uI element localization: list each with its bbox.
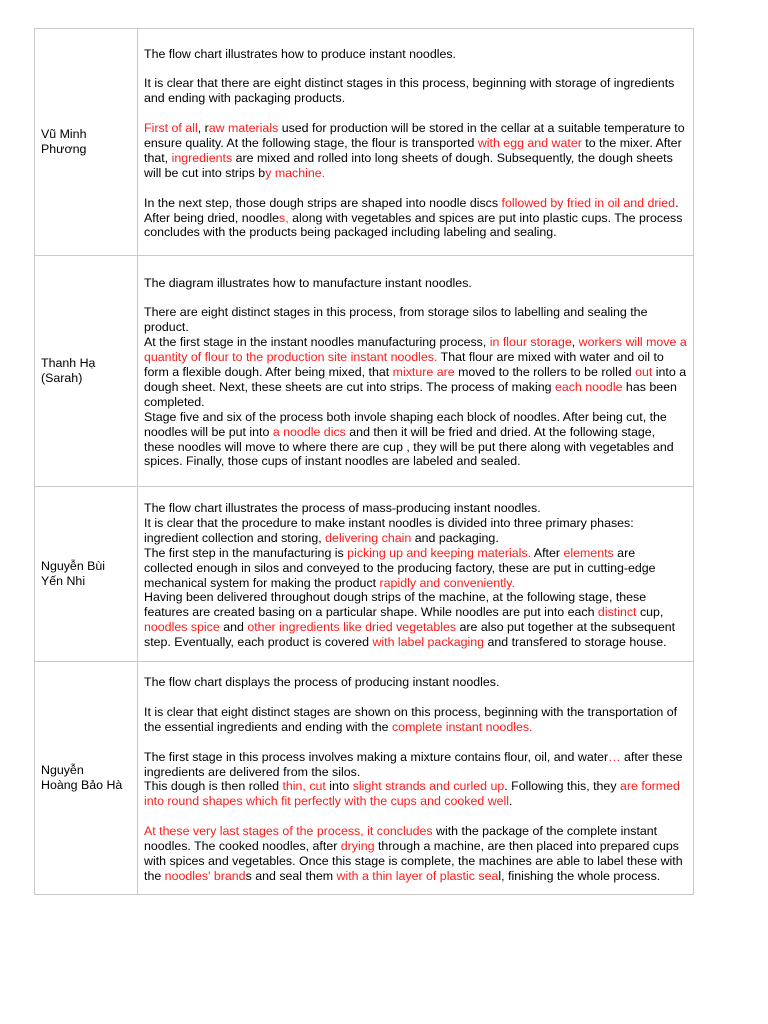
highlighted-text: complete instant noodles. bbox=[391, 719, 533, 734]
essay-paragraph bbox=[144, 501, 687, 516]
essay-paragraph bbox=[144, 121, 687, 181]
essay-text: . Following this, they bbox=[504, 779, 620, 794]
essay-text: The flow chart illustrates how to produce instant noodles. bbox=[144, 46, 456, 61]
highlighted-text: delivering chain bbox=[325, 530, 412, 545]
highlighted-text: noodles' brand bbox=[164, 868, 246, 883]
essay-text: Stage five and six of the process both invole shaping each block of noodles. After being cut, the noodles will be put into bbox=[144, 409, 667, 439]
table-row bbox=[35, 487, 694, 662]
student-name-line: Phương bbox=[41, 142, 87, 156]
highlighted-text: distinct bbox=[597, 605, 637, 620]
essay-paragraph bbox=[144, 410, 687, 470]
highlighted-text: picking up and keeping materials. bbox=[347, 545, 532, 560]
essay-paragraph bbox=[144, 546, 687, 591]
essay-text: The first step in the manufacturing is bbox=[144, 545, 348, 560]
highlighted-text: noodles spice bbox=[144, 620, 220, 635]
student-name-cell bbox=[35, 256, 138, 487]
highlighted-text: thin, cut bbox=[282, 779, 326, 794]
highlighted-text: workers will move a quantity of flour to the production site instant noodles. bbox=[144, 335, 687, 365]
essay-text: The flow chart illustrates the process of mass-producing instant noodles. bbox=[144, 500, 541, 515]
student-name-line: Thanh Hạ bbox=[41, 356, 96, 370]
essay-text: . After being dried, noodle bbox=[144, 195, 679, 225]
table-row bbox=[35, 29, 694, 256]
essay-paragraph bbox=[144, 47, 687, 62]
essay-paragraph bbox=[144, 590, 687, 650]
essay-text: . bbox=[509, 794, 513, 809]
highlighted-text: with a thin layer of plastic sea bbox=[336, 868, 499, 883]
essay-text: That flour are mixed with water and oil to form a flexible dough. After being mixed, that bbox=[144, 350, 664, 380]
essay-text: are collected enough in silos and conveyed to the producing factory, these are put in cutting-edge mechanical system for making the product bbox=[144, 545, 656, 590]
student-name-line: Vũ Minh bbox=[41, 127, 87, 141]
essay-text: It is clear that the procedure to make instant noodles is divided into three primary phases: ingredient collection and storing, bbox=[144, 515, 634, 545]
student-name-cell bbox=[35, 29, 138, 256]
student-name-line: (Sarah) bbox=[41, 371, 83, 385]
essay-paragraph bbox=[144, 516, 687, 546]
essay-text-cell bbox=[138, 256, 694, 487]
essay-text: has been completed. bbox=[144, 379, 677, 409]
essay-paragraph bbox=[144, 335, 687, 410]
essay-text: cup, bbox=[636, 605, 664, 620]
essay-text: It is clear that eight distinct stages are shown on this process, beginning with the transportation of the essential ingredients and ending with the bbox=[144, 704, 678, 734]
highlighted-text: ingredients bbox=[171, 150, 233, 165]
highlighted-text: slight strands and curled up bbox=[352, 779, 505, 794]
feedback-table bbox=[34, 28, 694, 895]
essay-text: l, finishing the whole process. bbox=[498, 868, 661, 883]
highlighted-text: other ingredients like dried vegetables bbox=[247, 620, 457, 635]
essay-text: In the next step, those dough strips are shaped into noodle discs bbox=[144, 195, 502, 210]
highlighted-text: aw materials bbox=[208, 121, 279, 136]
essay-text: It is clear that there are eight distinct stages in this process, beginning with storage of ingredients and ending with packaging products. bbox=[144, 76, 675, 106]
essay-text: s and seal them bbox=[245, 868, 337, 883]
essay-paragraph bbox=[144, 675, 687, 690]
student-name-cell bbox=[35, 662, 138, 895]
highlighted-text: drying bbox=[340, 839, 375, 854]
highlighted-text: out bbox=[635, 365, 653, 380]
highlighted-text: mixture are bbox=[392, 365, 455, 380]
highlighted-text: each noodle bbox=[554, 379, 623, 394]
highlighted-text: s, bbox=[279, 210, 289, 225]
essay-text: are also put together at the subsequent step. Eventually, each product is covered bbox=[144, 620, 676, 650]
essay-text: At the first stage in the instant noodles manufacturing process, bbox=[144, 335, 490, 350]
essay-text: The first stage in this process involves making a mixture contains flour, oil, and water bbox=[144, 749, 609, 764]
essay-paragraph bbox=[144, 196, 687, 241]
essay-text: After bbox=[531, 545, 564, 560]
highlighted-text: y machine. bbox=[265, 165, 326, 180]
essay-text: moved to the rollers to be rolled bbox=[454, 365, 636, 380]
essay-text-cell bbox=[138, 662, 694, 895]
highlighted-text: elements bbox=[563, 545, 614, 560]
essay-paragraph bbox=[144, 305, 687, 335]
essay-paragraph bbox=[144, 705, 687, 735]
table-row bbox=[35, 662, 694, 895]
highlighted-text: in flour storage bbox=[489, 335, 572, 350]
student-name-cell bbox=[35, 487, 138, 662]
highlighted-text: are formed into round shapes which fit perfectly with the cups and cooked well bbox=[144, 779, 680, 809]
highlighted-text: with label packaging bbox=[372, 635, 485, 650]
essay-text-cell bbox=[138, 29, 694, 256]
essay-paragraph bbox=[144, 76, 687, 106]
highlighted-text: with egg and water bbox=[477, 136, 582, 151]
essay-text: into a dough sheet. Next, these sheets are cut into strips. The process of making bbox=[144, 365, 687, 394]
essay-text: to the mixer. After that, bbox=[144, 136, 682, 165]
essay-text: used for production will be stored in the cellar at a suitable temperature to ensure quality. At the following stage, the flour is transported bbox=[144, 121, 685, 151]
essay-text: and bbox=[219, 620, 248, 635]
essay-text: are mixed and rolled into long sheets of dough. Subsequently, the dough sheets will be cut into strips b bbox=[144, 150, 673, 180]
highlighted-text: … bbox=[608, 749, 621, 764]
essay-text: along with vegetables and spices are put into plastic cups. The process concludes with the products being packaged including labeling and sealing. bbox=[144, 210, 683, 240]
essay-text: with the package of the complete instant noodles. The cooked noodles, after bbox=[144, 824, 658, 854]
essay-text: The flow chart displays the process of producing instant noodles. bbox=[144, 675, 500, 690]
student-name-line: Nguyễn bbox=[41, 763, 84, 777]
essay-text: There are eight distinct stages in this process, from storage silos to labelling and sealing the product. bbox=[144, 305, 648, 335]
student-name-line: Nguyễn Bùi bbox=[41, 559, 106, 573]
student-name-line: Hoàng Bảo Hà bbox=[41, 778, 123, 792]
table-row bbox=[35, 256, 694, 487]
essay-text: The diagram illustrates how to manufacture instant noodles. bbox=[144, 275, 472, 290]
highlighted-text: First of all bbox=[144, 121, 198, 136]
essay-text: and transfered to storage house. bbox=[484, 635, 667, 650]
highlighted-text: a noodle dics bbox=[272, 424, 346, 439]
essay-text-cell bbox=[138, 487, 694, 662]
highlighted-text: followed by fried in oil and dried bbox=[501, 195, 676, 210]
essay-text: through a machine, are then placed into prepared cups with spices and vegetables. Once this stage is complete, the machines are able to label these with the bbox=[144, 839, 683, 883]
essay-text: and then it will be fried and dried. At the following stage, these noodles will move to where there are cup , they will be put there along with vegetables and spices. Finally, those cups of instant noodles are labeled and sealed. bbox=[144, 424, 674, 469]
student-name-line: Yến Nhi bbox=[41, 574, 86, 588]
essay-paragraph bbox=[144, 824, 687, 884]
highlighted-text: rapidly and conveniently. bbox=[379, 575, 515, 590]
essay-text: after these ingredients are delivered from the silos. bbox=[144, 749, 683, 779]
essay-text: , bbox=[571, 335, 579, 350]
essay-text: , r bbox=[197, 121, 209, 136]
essay-paragraph bbox=[144, 750, 687, 780]
essay-text: Having been delivered throughout dough strips of the machine, at the following stage, these features are created basing on a particular shape. While noodles are put into each bbox=[144, 590, 647, 620]
essay-text: into bbox=[325, 779, 353, 794]
essay-text: This dough is then rolled bbox=[144, 779, 283, 794]
essay-paragraph bbox=[144, 276, 687, 291]
essay-text: and packaging. bbox=[411, 530, 499, 545]
highlighted-text: At these very last stages of the process, it concludes bbox=[144, 824, 433, 839]
essay-paragraph bbox=[144, 779, 687, 809]
